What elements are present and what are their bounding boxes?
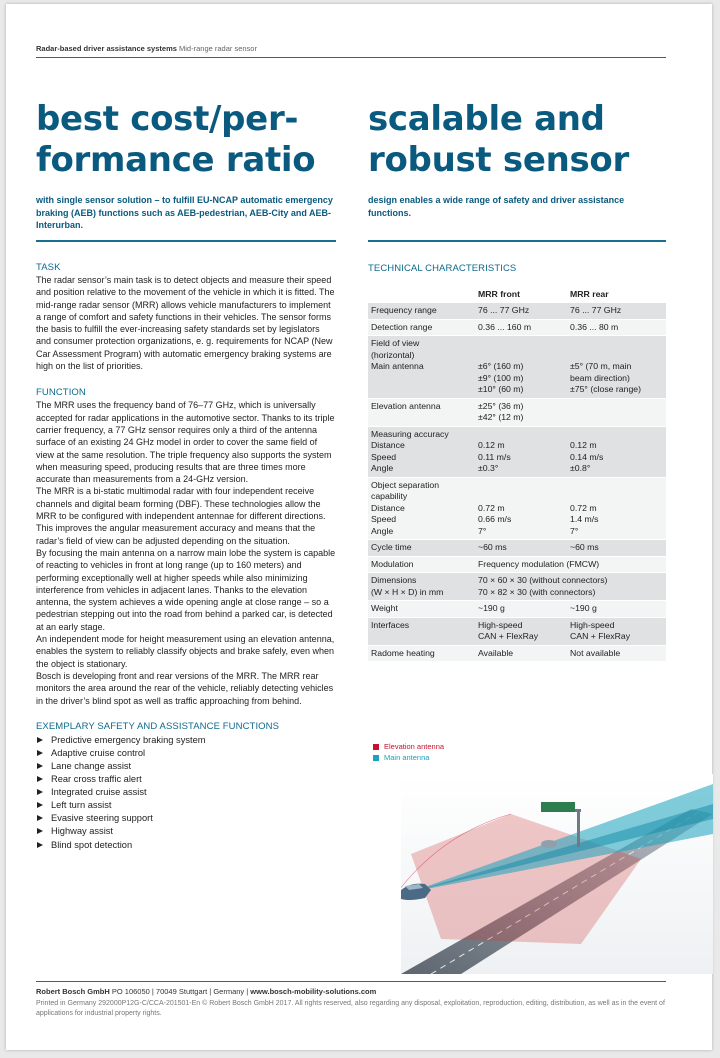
functions-list-title: EXEMPLARY SAFETY AND ASSISTANCE FUNCTIONS <box>36 720 280 732</box>
list-item: Lane change assist <box>36 760 336 773</box>
headline-right-line1: scalable and <box>368 99 605 139</box>
car-ahead <box>541 840 557 848</box>
function-title: FUNCTION <box>36 387 86 399</box>
list-item: Highway assist <box>36 825 336 838</box>
table-cell-label: Radome heating <box>371 647 435 658</box>
task-title: TASK <box>36 262 61 273</box>
table-cell-front: ±6° (160 m) ±9° (100 m) ±10° (60 m) <box>478 361 524 394</box>
table-cell-front: 0.12 m 0.11 m/s ±0.3° <box>478 440 511 473</box>
table-cell-label: Frequency range <box>371 305 437 315</box>
table-cell-rear: ~190 g <box>570 603 597 613</box>
tech-title: TECHNICAL CHARACTERISTICS <box>368 263 517 274</box>
functions-list <box>36 734 336 852</box>
table-cell-rear: Not available <box>570 647 621 658</box>
table-cell-front: ~60 ms <box>478 542 507 552</box>
tech-table <box>368 286 666 661</box>
table-row <box>368 645 666 662</box>
table-cell-front: 0.72 m 0.66 m/s 7° <box>478 502 512 536</box>
table-row <box>368 477 666 540</box>
page-header <box>36 44 257 53</box>
table-cell-front: 76 ... 77 GHz <box>478 305 530 315</box>
list-item: Evasive steering support <box>36 812 336 825</box>
legend-label-main: Main antenna <box>384 752 430 762</box>
headline-left-subhead: with single sensor solution – to fulfill EU-NCAP automatic emergency braking (AEB) functions such as AEB-pedestrian, AEB-City and AEB-Interurban. <box>36 195 333 230</box>
left-column <box>36 262 336 852</box>
radar-illustration <box>401 774 713 974</box>
table-cell-front: Frequency modulation (FMCW) <box>478 558 600 569</box>
table-row <box>368 572 666 600</box>
table-header-empty <box>368 293 475 297</box>
table-row <box>368 539 666 556</box>
headline-right <box>368 99 629 181</box>
list-item: Blind spot detection <box>36 839 336 852</box>
table-header-front: MRR front <box>478 288 520 299</box>
function-paragraph: By focusing the main antenna on a narrow main lobe the system is capable of reacting to vehicles in front at long range (up to 160 meters) and performing exceptionally well at higher speeds while also minimizing interference from vehicles in adjacent lanes. Thanks to the elevation antenna, the system achieves a wide opening angle at close range – so a pedestrian stepping out into the road from behind a parked car, is detected at an early stage. <box>36 547 336 632</box>
legend-swatch-elevation <box>373 744 379 750</box>
table-cell-rear: 0.36 ... 80 m <box>570 321 619 332</box>
table-cell-label: Modulation <box>371 558 414 569</box>
table-cell-front: ±25° (36 m) ±42° (12 m) <box>478 400 524 422</box>
list-item: Adaptive cruise control <box>36 747 336 760</box>
function-paragraph: The MRR is a bi-static multimodal radar with four independent receive channels and digital beam forming (DBF). These technologies allow the MRR to be configured with independent antennae for different directions. This improves the angular measurement accuracy and means that the radar’s field of view can be adjusted depending on the situation. <box>36 486 326 546</box>
legend-swatch-main <box>373 755 379 761</box>
list-item: Predictive emergency braking system <box>36 734 336 747</box>
table-row <box>368 600 666 617</box>
header-title: Radar-based driver assistance systems <box>36 44 177 53</box>
footer-company: Robert Bosch GmbH <box>36 987 110 996</box>
table-cell-label: Elevation antenna <box>371 400 441 411</box>
legend-label-elevation: Elevation antenna <box>384 742 445 751</box>
list-item: Integrated cruise assist <box>36 786 336 799</box>
table-cell-rear: 0.12 m 0.14 m/s ±0.8° <box>570 440 604 473</box>
table-cell-label: Dimensions (W × H × D) in mm <box>371 575 444 597</box>
table-cell-rear: 0.72 m 1.4 m/s 7° <box>570 502 599 536</box>
footer-url[interactable]: www.bosch-mobility-solutions.com <box>250 987 377 996</box>
headline-right-line2: robust sensor <box>368 140 629 180</box>
table-row <box>368 556 666 573</box>
footer-legal: Printed in Germany 292000P12G-C/CCA-201501-En © Robert Bosch GmbH 2017. All rights reserved, also regarding any disposal, exploitation, reproduction, editing, distribution, as well as in the event of applications for industrial property rights. <box>36 1000 665 1017</box>
table-row <box>368 319 666 336</box>
table-header-rear: MRR rear <box>570 288 609 299</box>
header-rule <box>36 57 666 58</box>
header-subtitle: Mid-range radar sensor <box>179 44 257 53</box>
table-body <box>368 302 666 661</box>
table-row <box>368 426 666 477</box>
headline-left <box>36 99 315 181</box>
table-row <box>368 335 666 398</box>
table-cell-front: ~190 g <box>478 603 505 613</box>
datasheet-page <box>6 4 712 1050</box>
table-cell-front: 0.36 ... 160 m <box>478 321 532 332</box>
table-cell-label: Interfaces <box>371 619 410 630</box>
table-cell-label: Object separation capability Distance Speed Angle <box>371 479 440 536</box>
legend-item-main <box>373 753 444 764</box>
left-divider <box>36 240 336 242</box>
headline-left-line1: best cost/per- <box>36 99 299 139</box>
table-cell-label: Detection range <box>371 321 433 332</box>
table-cell-label: Measuring accuracy Distance Speed Angle <box>371 428 449 473</box>
table-row <box>368 398 666 426</box>
footer-contact <box>36 987 376 996</box>
footer-rule <box>36 981 666 982</box>
table-cell-label: Field of view (horizontal) Main antenna <box>371 338 424 371</box>
table-cell-rear: ~60 ms <box>570 542 599 552</box>
table-cell-rear: 76 ... 77 GHz <box>570 305 622 315</box>
illustration-legend <box>373 742 444 763</box>
table-cell-label: Weight <box>371 603 398 613</box>
table-row <box>368 617 666 645</box>
function-paragraph: An independent mode for height measurement using an elevation antenna, enables the system to reliably classify objects and brake safely, even when the object is stationary. <box>36 634 335 669</box>
right-divider <box>368 240 666 242</box>
table-cell-front: Available <box>478 647 514 658</box>
table-row <box>368 302 666 319</box>
function-paragraph: Bosch is developing front and rear versions of the MRR. The MRR rear monitors the area around the rear of the vehicle, reliably detecting vehicles in the driver’s blind spot as well as traffic approaching from behind. <box>36 670 334 706</box>
headline-left-line2: formance ratio <box>36 140 316 180</box>
table-cell-rear <box>567 399 666 426</box>
legend-item-elevation <box>373 742 444 753</box>
task-text: The radar sensor’s main task is to detect objects and measure their speed and position relative to the movement of the vehicle in which it is fitted. The mid-range radar sensor (MRR) allows vehicle manufacturers to implement a range of comfort and safety functions in their vehicles. The sensor forms the basis to fulfill the ever-increasing safety standards set by legislators and consumer protection organizations, e. g. requirements for NCAP (New Car Assessment Program) with automatic emergency braking systems are high on the list of priorities. <box>36 275 335 372</box>
table-cell-rear: ±5° (70 m, main beam direction) ±75° (close range) <box>570 361 642 394</box>
table-cell-front: High-speed CAN + FlexRay <box>478 619 539 641</box>
table-cell-rear: High-speed CAN + FlexRay <box>570 619 631 641</box>
headline-right-subhead: design enables a wide range of safety and driver assistance functions. <box>368 195 625 218</box>
list-item: Rear cross traffic alert <box>36 773 336 786</box>
table-header-row <box>368 286 666 302</box>
footer-address: PO 106050 | 70049 Stuttgart | Germany | <box>111 987 249 996</box>
list-item: Left turn assist <box>36 799 336 812</box>
table-cell-label: Cycle time <box>371 542 412 552</box>
table-cell-front: 70 × 60 × 30 (without connectors) 70 × 82 × 30 (with connectors) <box>478 575 608 597</box>
function-paragraph: The MRR uses the frequency band of 76–77 GHz, which is universally accepted for radar applications in the automotive sector. Thanks to its triple carrier frequency, a 77 GHz sensor requires only a third of the antenna surface of an existing 24 GHz model in order to cover the same field of view at the same resolution. The triple frequency also supports the system when measuring speed, producing results that are three times more accurate than measurements from a 24-GHz version. <box>36 400 335 485</box>
